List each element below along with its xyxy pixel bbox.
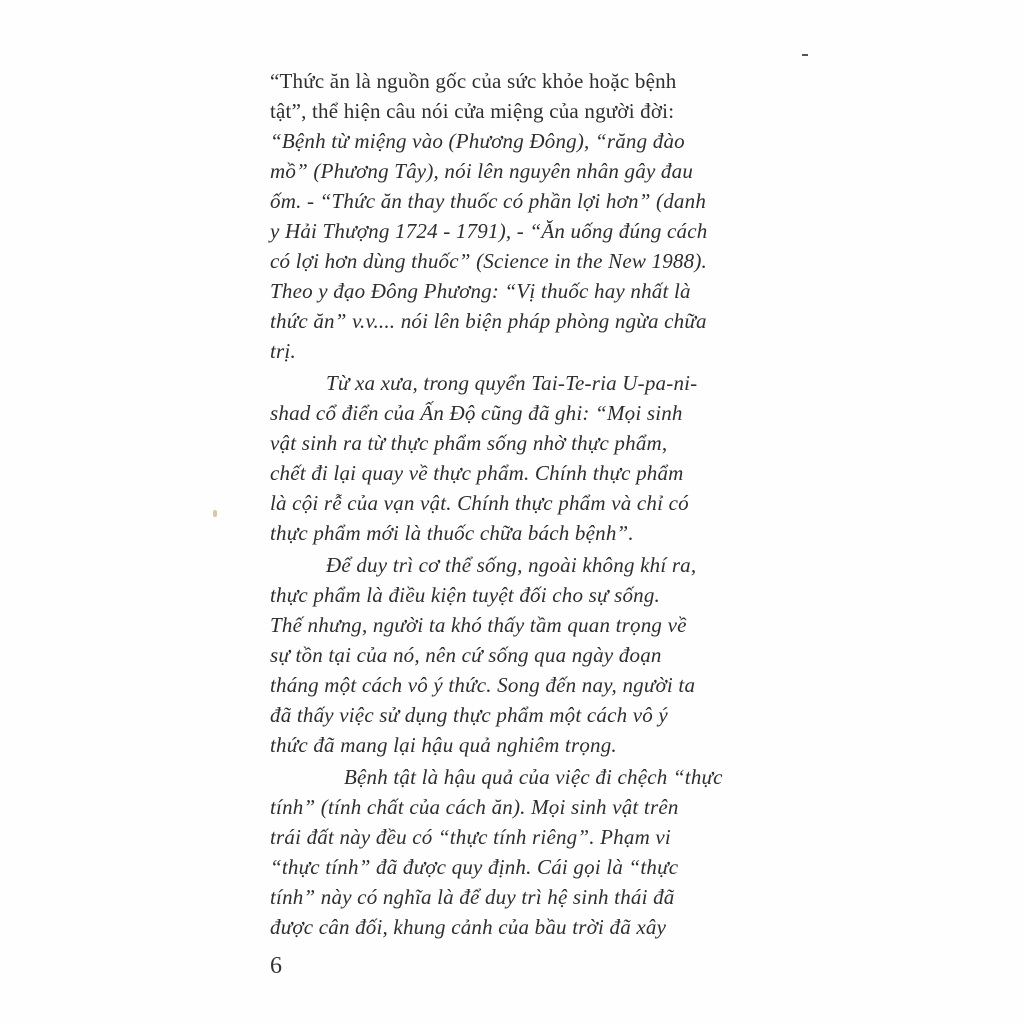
page-number: 6 [270, 953, 282, 979]
text-line: tính” (tính chất của cách ăn). Mọi sinh vật trên [270, 795, 679, 819]
text-line: mồ” (Phương Tây), nói lên nguyên nhân gây đau [270, 159, 694, 183]
text-line: đã thấy việc sử dụng thực phẩm một cách vô ý [270, 703, 668, 727]
text-line: “Thức ăn là nguồn gốc của sức khỏe hoặc bệnh [270, 69, 677, 93]
text-line: “Bệnh từ miệng vào (Phương Đông), “răng đào [270, 129, 685, 153]
paper-stain [213, 510, 217, 517]
text-line: chết đi lại quay về thực phẩm. Chính thực phẩm [270, 461, 684, 485]
text-line: tính” này có nghĩa là để duy trì hệ sinh thái đã [270, 885, 675, 909]
text-line: tật”, thể hiện câu nói cửa miệng của người đời: [270, 99, 675, 123]
text-line: thực phẩm mới là thuốc chữa bách bệnh”. [270, 521, 634, 545]
text-line: có lợi hơn dùng thuốc” (Science in the New 1988). [270, 249, 707, 273]
text-line: được cân đối, khung cảnh của bầu trời đã xây [270, 915, 667, 939]
text-line: ốm. - “Thức ăn thay thuốc có phần lợi hơn” (danh [270, 189, 707, 213]
text-line: trái đất này đều có “thực tính riêng”. Phạm vi [270, 825, 671, 849]
text-line: là cội rễ của vạn vật. Chính thực phẩm và chỉ có [270, 491, 689, 515]
text-line: thức đã mang lại hậu quả nghiêm trọng. [270, 733, 617, 757]
text-line: thức ăn” v.v.... nói lên biện pháp phòng ngừa chữa [270, 309, 707, 333]
text-line: vật sinh ra từ thực phẩm sống nhờ thực phẩm, [270, 431, 668, 455]
text-line: Bệnh tật là hậu quả của việc đi chệch “thực [344, 765, 723, 789]
text-line: Theo y đạo Đông Phương: “Vị thuốc hay nhất là [270, 279, 691, 303]
text-line: “thực tính” đã được quy định. Cái gọi là “thực [270, 855, 679, 879]
text-line: tháng một cách vô ý thức. Song đến nay, người ta [270, 673, 696, 697]
text-line: trị. [270, 339, 296, 363]
text-line: shad cổ điển của Ấn Độ cũng đã ghi: “Mọi sinh [270, 401, 683, 425]
text-line: y Hải Thượng 1724 - 1791), - “Ăn uống đúng cách [270, 219, 708, 243]
text-line: Để duy trì cơ thể sống, ngoài không khí ra, [326, 553, 697, 577]
print-speck [802, 54, 808, 56]
text-line: Từ xa xưa, trong quyển Tai-Te-ria U-pa-ni- [326, 371, 698, 395]
text-line: Thế nhưng, người ta khó thấy tầm quan trọng về [270, 613, 687, 637]
text-line: thực phẩm là điều kiện tuyệt đối cho sự sống. [270, 583, 661, 607]
text-line: sự tồn tại của nó, nên cứ sống qua ngày đoạn [270, 643, 662, 667]
